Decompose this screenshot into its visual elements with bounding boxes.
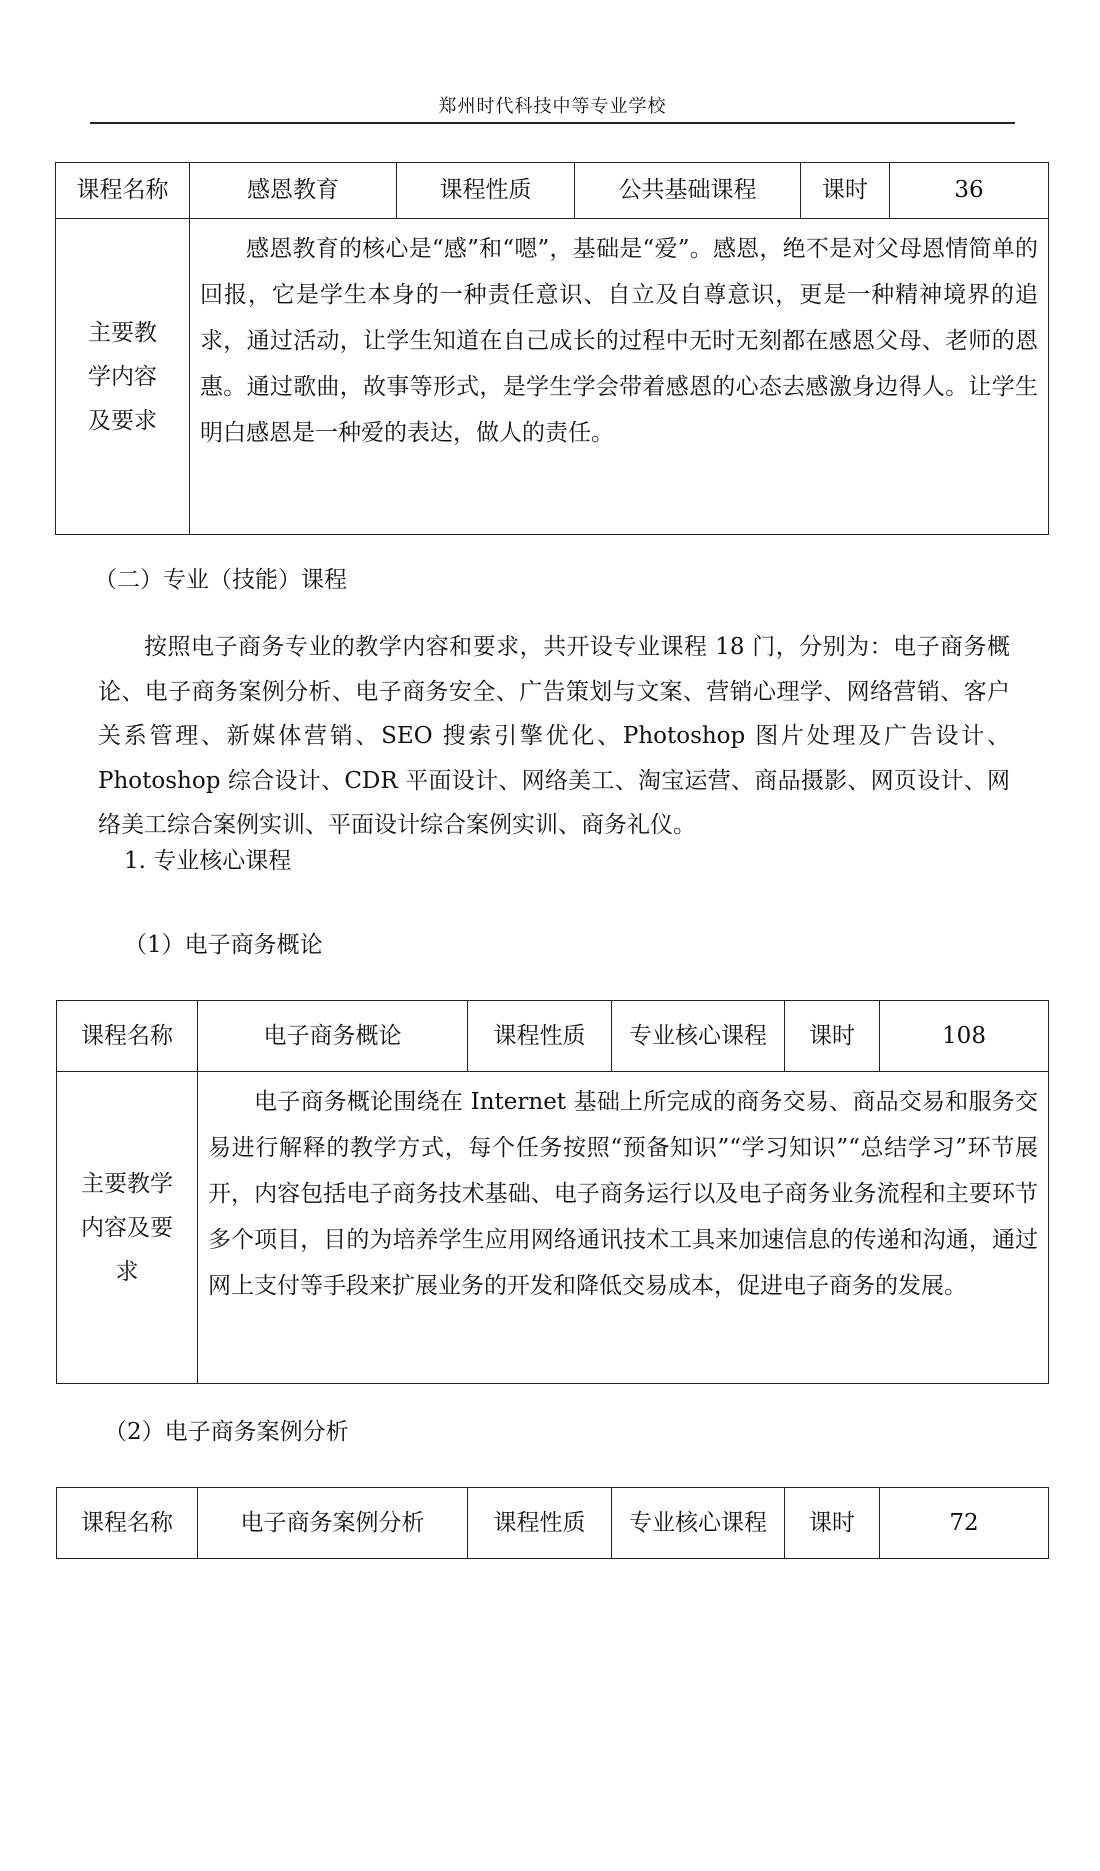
header-divider <box>90 122 1015 124</box>
course-table-ecommerce-case-analysis <box>56 1487 1049 1559</box>
course-name-label: 课程名称 <box>57 1001 198 1072</box>
course-table-gratitude-education <box>55 162 1049 535</box>
course-type-label: 课程性质 <box>468 1488 612 1559</box>
content-requirements-text: 感恩教育的核心是“感”和“嗯”，基础是“爱”。感恩，绝不是对父母恩情简单的回报，它是学生本身的一种责任意识、自立及自尊意识，更是一种精神境界的追求，通过活动，让学生知道在自己成长的过程中无时无刻都在感恩父母、老师的恩惠。通过歌曲，故事等形式，是学生学会带着感恩的心态去感激身边得人。让学生明白感恩是一种爱的表达，做人的责任。 <box>190 219 1049 535</box>
course-hours-label: 课时 <box>785 1001 880 1072</box>
professional-courses-paragraph: 按照电子商务专业的教学内容和要求，共开设专业课程 18 门，分别为：电子商务概论、电子商务案例分析、电子商务安全、广告策划与文案、营销心理学、网络营销、客户关系管理、新媒体营销、SEO 搜索引擎优化、Photoshop 图片处理及广告设计、Photoshop 综合设计、CDR 平面设计、网络美工、淘宝运营、商品摄影、网页设计、网络美工综合案例实训、平面设计综合案例实训、商务礼仪。 <box>98 634 1010 838</box>
course-name: 电子商务概论 <box>198 1001 468 1072</box>
course-name-label: 课程名称 <box>56 163 190 219</box>
course-hours-label: 课时 <box>801 163 890 219</box>
course-type: 公共基础课程 <box>575 163 801 219</box>
course-type: 专业核心课程 <box>612 1001 785 1072</box>
course-type-label: 课程性质 <box>468 1001 612 1072</box>
section-heading-professional-courses: （二）专业（技能）课程 <box>94 567 347 593</box>
course-name-label: 课程名称 <box>57 1488 198 1559</box>
course-table-ecommerce-intro <box>56 1000 1049 1384</box>
subheading-core-courses: 1. 专业核心课程 <box>124 848 292 874</box>
content-requirements-label: 主要教学内容及要求 <box>57 1072 198 1384</box>
content-requirements-text: 电子商务概论围绕在 Internet 基础上所完成的商务交易、商品交易和服务交易进行解释的教学方式，每个任务按照“预备知识”“学习知识”“总结学习”环节展开，内容包括电子商务技术基础、电子商务运行以及电子商务业务流程和主要环节多个项目，目的为培养学生应用网络通讯技术工具来加速信息的传递和沟通，通过网上支付等手段来扩展业务的开发和降低交易成本，促进电子商务的发展。 <box>198 1072 1049 1384</box>
course-hours: 72 <box>880 1488 1049 1559</box>
course-type: 专业核心课程 <box>612 1488 785 1559</box>
course-type-label: 课程性质 <box>397 163 575 219</box>
subheading-ecommerce-intro: （1）电子商务概论 <box>124 932 323 958</box>
subheading-ecommerce-case-analysis: （2）电子商务案例分析 <box>104 1419 349 1445</box>
course-hours: 36 <box>890 163 1049 219</box>
content-requirements-label: 主要教学内容及要求 <box>56 219 190 535</box>
course-hours-label: 课时 <box>785 1488 880 1559</box>
course-name: 感恩教育 <box>190 163 397 219</box>
course-hours: 108 <box>880 1001 1049 1072</box>
course-name: 电子商务案例分析 <box>198 1488 468 1559</box>
page-header-school-name: 郑州时代科技中等专业学校 <box>438 96 667 117</box>
